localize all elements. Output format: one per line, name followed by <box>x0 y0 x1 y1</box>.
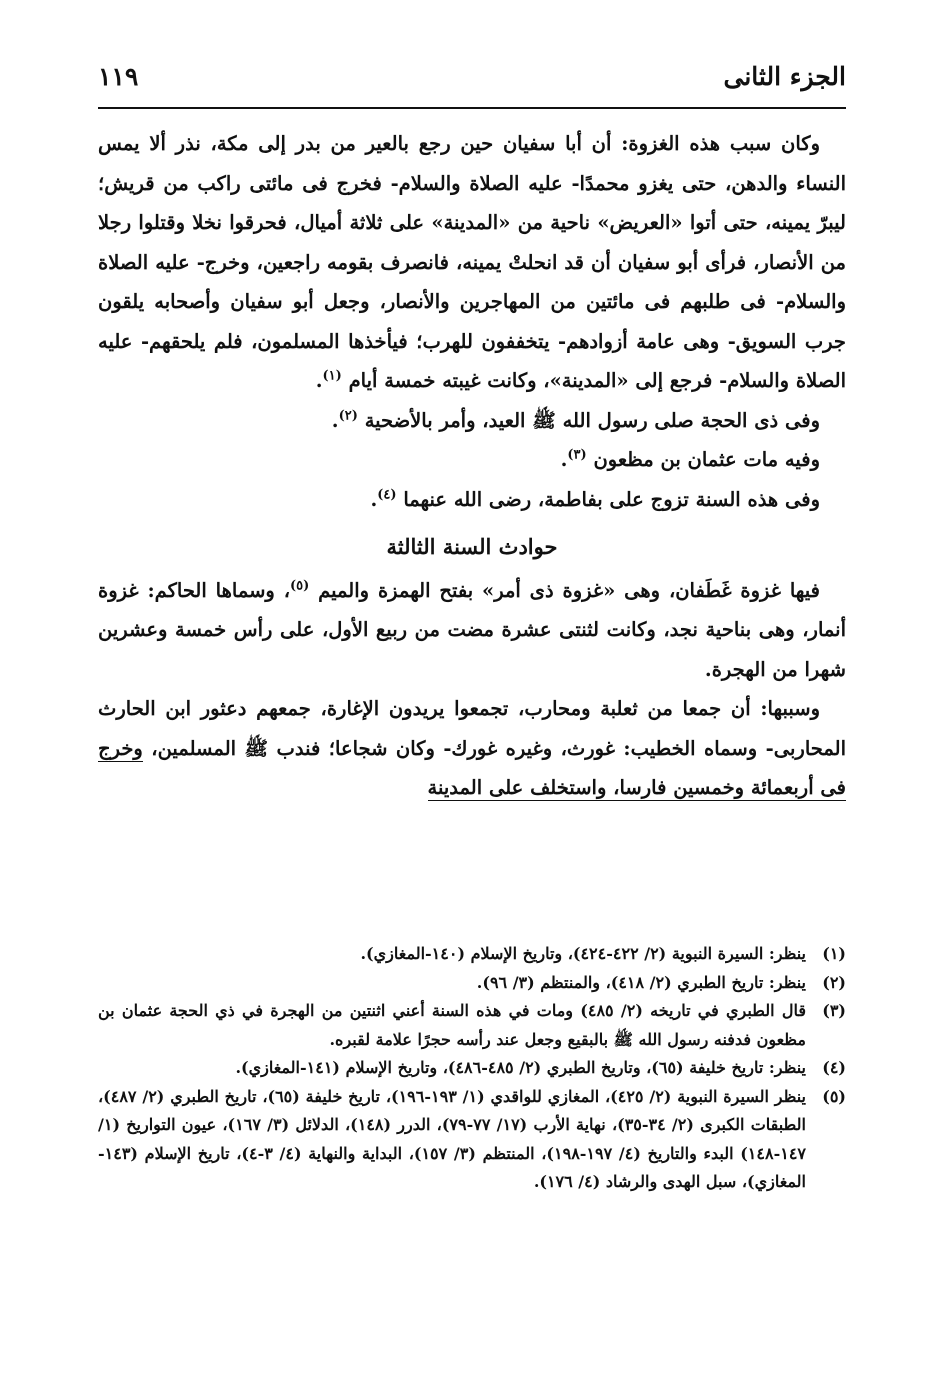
footnote-2 <box>98 969 846 998</box>
footnote-ref[interactable]: (٥) <box>290 578 310 593</box>
footnote-text: ينظر: السيرة النبوية (٢/ ٤٢٢-٤٢٤)، وتاريخ الإسلام (١٤٠-المغازي). <box>360 944 806 963</box>
paragraph-ghatafan <box>98 571 846 690</box>
header-rule <box>98 107 846 109</box>
page-header <box>98 54 846 106</box>
footnote-text: ينظر: تاريخ الطبري (٢/ ٤١٨)، والمنتظم (٣/ ٩٦). <box>476 972 806 992</box>
paragraph-text: ، وسماها الحاكم: غزوة أنمار، وهى بناحية نجد، وكانت لثنتى عشرة مضت من ربيع الأول، على رأس خمسة وعشرين شهرا من الهجرة. <box>98 578 846 681</box>
paragraph-text: وفيه مات عثمان بن مظعون <box>593 448 820 471</box>
footnote-3 <box>98 997 846 1054</box>
paragraph-raid-cause: وكان سبب هذه الغزوة: أن أبا سفيان حين رجع بالعير من بدر إلى مكة، نذر ألا يمس النساء والدهن، حتى يغزو محمدًا- عليه الصلاة والسلام- فخرج فى مائتى راكب من قريش؛ ليبرّ يمينه، حتى أتوا «العريض» ناحية من «المدينة» على ثلاثة أميال، فحرقوا نخلا وقتلوا رجلا من الأنصار، فرأى أبو سفيان أن قد انحلتْ يمينه، فانصرف بقومه راجعين، وخرج- عليه الصلاة والسلام- فى طلبهم فى مائتين من المهاجرين والأنصار، وجعل أبو سفيان وأصحابه يلقون جرب السويق- وهى عامة أزوادهم- يتخففون للهرب؛ فيأخذها المسلمون، فلم يلحقهم- عليه الصلاة والسلام- فرجع إلى «المدينة»، وكانت غيبته خمسة أيام $^{(١)}$. <box>98 132 846 392</box>
section-heading: حوادث السنة الثالثة <box>386 534 558 559</box>
footnote-number: (٤) <box>822 1058 846 1077</box>
footnote-1 <box>98 940 846 969</box>
footnote-number: (٢) <box>822 972 846 992</box>
footnote-ref[interactable]: (١) <box>322 368 342 384</box>
footnote-text: ينظر: تاريخ خليفة (٦٥)، وتاريخ الطبري (٢/ ٤٨٥-٤٨٦)، وتاريخ الإسلام (١٤١-المغازي). <box>235 1058 806 1077</box>
underlined-text: وخرج فى أربعمائة وخمسين فارسا، واستخلف على المدينة <box>98 736 846 799</box>
paragraph-ghatafan-cause <box>98 689 846 808</box>
paragraph-eid: وفى ذى الحجة صلى رسول الله ﷺ العيد، وأمر بالأضحية $^{(٢)}$. <box>331 408 820 432</box>
paragraph-text: وفى ذى الحجة صلى رسول الله ﷺ العيد، وأمر بالأضحية <box>364 408 820 432</box>
paragraph-text: وسببها: أن جمعا من ثعلبة ومحارب، تجمعوا يريدون الإغارة، جمعهم دعثور ابن الحارث المحاربى- وسماه الخطيب: غورث، وغيره غورك- وكان شجاعا؛ فندب ﷺ المسلمين، <box>98 697 846 760</box>
paragraph-text: وفى هذه السنة تزوج على بفاطمة، رضى الله عنهما <box>403 487 820 511</box>
paragraph-marriage: وفى هذه السنة تزوج على بفاطمة، رضى الله عنهما $^{(٤)}$. <box>370 487 820 511</box>
running-title: الجزء الثانى <box>723 62 846 91</box>
footnote-4 <box>98 1054 846 1083</box>
footnotes <box>98 940 846 1197</box>
footnote-text: قال الطبري في تاريخه (٢/ ٤٨٥) ومات في هذه السنة أعني اثنتين من الهجرة في ذي الحجة عثمان بن مظعون فدفنه رسول الله ﷺ بالبقيع وجعل عند رأسه حجرًا علامة لقبره. <box>98 1001 806 1049</box>
footnote-ref[interactable]: (٢) <box>338 408 358 423</box>
footnote-number: (١) <box>822 944 846 963</box>
footnote-number: (٥) <box>822 1086 846 1106</box>
footnote-number: (٣) <box>822 1001 846 1020</box>
footnote-ref[interactable]: (٣) <box>567 447 587 463</box>
paragraph-uthman: وفيه مات عثمان بن مظعون $^{(٣)}$. <box>560 447 820 471</box>
paragraph-text: فيها غزوة غَطَفان، وهى «غزوة ذى أمر» بفتح الهمزة والميم <box>318 578 820 602</box>
footnote-ref[interactable]: (٤) <box>377 487 397 502</box>
page-number: ١١٩ <box>98 62 139 91</box>
paragraph-text: وكان سبب هذه الغزوة: أن أبا سفيان حين رجع بالعير من بدر إلى مكة، نذر ألا يمس النساء والدهن، حتى يغزو محمدًا- عليه الصلاة والسلام- فخرج فى مائتى راكب من قريش؛ ليبرّ يمينه، حتى أتوا «العريض» ناحية من «المدينة» على ثلاثة أميال، فحرقوا نخلا وقتلوا رجلا من الأنصار، فرأى أبو سفيان أن قد انحلتْ يمينه، فانصرف بقومه راجعين، وخرج- عليه الصلاة والسلام- فى طلبهم فى مائتين من المهاجرين والأنصار، وجعل أبو سفيان وأصحابه يلقون جرب السويق- وهى عامة أزوادهم- يتخففون للهرب؛ فيأخذها المسلمون، فلم يلحقهم- عليه الصلاة والسلام- فرجع إلى «المدينة»، وكانت غيبته خمسة أيام <box>98 132 846 392</box>
footnote-5 <box>98 1083 846 1197</box>
main-text <box>98 124 846 808</box>
footnote-text: ينظر السيرة النبوية (٢/ ٤٢٥)، المغازي للواقدي (١/ ١٩٣-١٩٦)، تاريخ خليفة (٦٥)، تاريخ الطبري (٢/ ٤٨٧)، الطبقات الكبرى (٢/ ٣٤-٣٥)، نهاية الأرب (١٧/ ٧٧-٧٩)، الدرر (١٤٨)، الدلائل (٣/ ١٦٧)، عيون التواريخ (١/ ١٤٧-١٤٨) البدء والتاريخ (٤/ ١٩٧-١٩٨)، المنتظم (٣/ ١٥٧)، البداية والنهاية (٤/ ٣-٤)، تاريخ الإسلام (١٤٣-المغازي)، سبل الهدى والرشاد (٤/ ١٧٦). <box>98 1086 807 1191</box>
